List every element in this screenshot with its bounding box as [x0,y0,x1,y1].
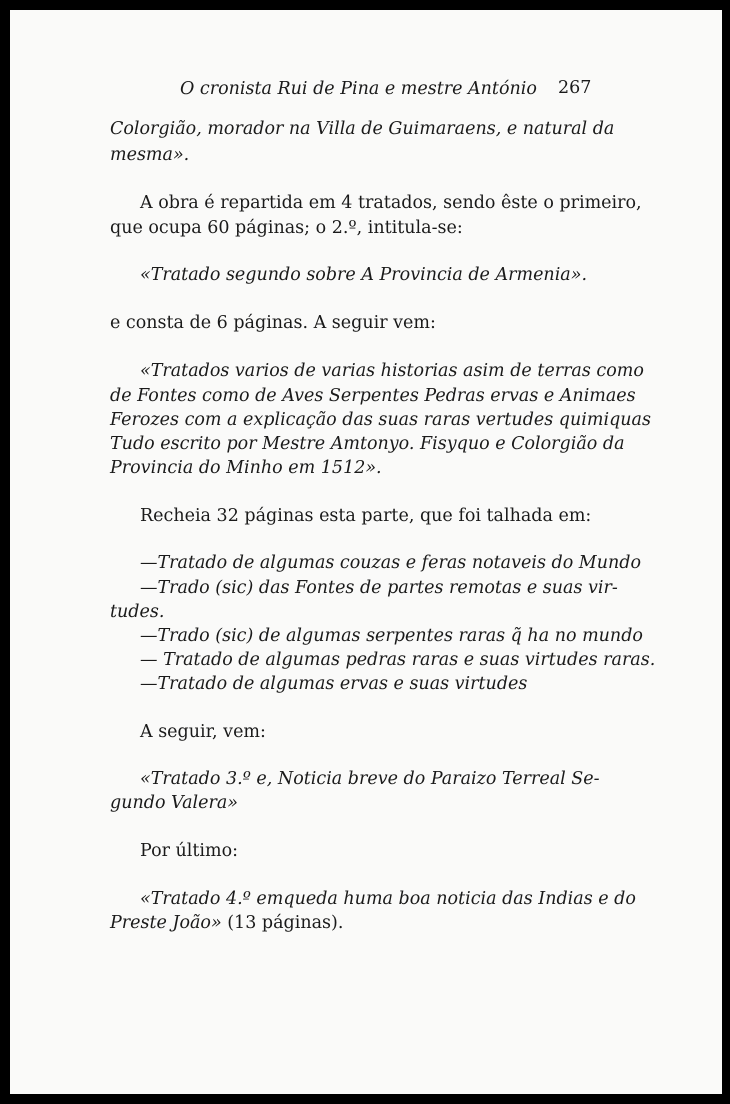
list-item: — Tratado de algumas pedras raras e suas virtudes raras. [140,650,656,670]
paragraph-line: Por último: [140,841,239,861]
page-count-text: (13 páginas). [221,913,344,933]
quote-line: Provincia do Minho em 1512». [110,458,382,478]
list-item: —Trado (sic) das Fontes de partes remotas e suas vir- [140,578,618,598]
quote-text: Preste João» [110,913,222,933]
paragraph-line: Recheia 32 páginas esta parte, que foi talhada em: [140,506,592,526]
quote-line: gundo Valera» [110,793,238,813]
text-line: mesma». [110,145,190,165]
quote-line: «Tratado segundo sobre A Provincia de Armenia». [140,265,588,285]
quote-line: «Tratado 4.º emqueda huma boa noticia das Indias e do [140,889,636,909]
list-item: —Trado (sic) de algumas serpentes raras q̃ ha no mundo [140,626,643,646]
quote-line: «Tratado 3.º e, Noticia breve do Paraizo Terreal Se- [140,769,600,789]
paragraph-line: A obra é repartida em 4 tratados, sendo êste o primeiro, [140,193,642,213]
page-number: 267 [558,78,592,98]
paragraph-line: A seguir, vem: [140,722,266,742]
quote-line: de Fontes como de Aves Serpentes Pedras ervas e Animaes [110,386,636,406]
list-item: tudes. [110,602,165,622]
quote-line [110,911,343,935]
list-item: —Tratado de algumas ervas e suas virtudes [140,674,528,694]
paragraph-line: e consta de 6 páginas. A seguir vem: [110,313,436,333]
running-title: O cronista Rui de Pina e mestre António [180,79,537,99]
quote-line: Tudo escrito por Mestre Amtonyo. Fisyquo e Colorgião da [110,434,625,454]
book-page [10,10,722,1094]
text-line: Colorgião, morador na Villa de Guimaraens, e natural da [110,119,615,139]
list-item: —Tratado de algumas couzas e feras notaveis do Mundo [140,553,641,573]
paragraph-line: que ocupa 60 páginas; o 2.º, intitula-se: [110,218,463,238]
quote-line: Ferozes com a explicação das suas raras vertudes quimiquas [110,410,651,430]
quote-line: «Tratados varios de varias historias asim de terras como [140,361,644,381]
